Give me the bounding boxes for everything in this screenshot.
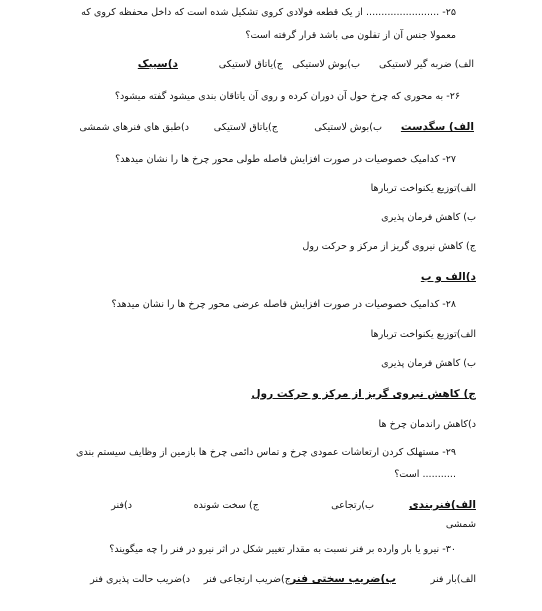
q27-option-a: الف)توزیع یکنواخت تربارها	[370, 183, 476, 194]
q29-option-d: د)فنر	[111, 500, 132, 511]
q25-stem-line1: ۲۵- ........................ از یک قطعه فولادی کروی تشکیل شده است که داخل محفظه کروی که	[81, 7, 456, 18]
q30-option-a: الف)بار فنر	[430, 574, 476, 585]
q27-option-c: ج) کاهش نیروی گریز از مرکز و حرکت رول	[302, 241, 476, 252]
q26-option-c: ج)یاتاق لاستیکی	[213, 122, 278, 133]
q28-option-a: الف)توزیع یکنواخت تربارها	[370, 329, 476, 340]
q26-option-b: ب)بوش لاستیکی	[314, 122, 382, 133]
q27-option-d-answer: د)الف و ب	[420, 271, 476, 283]
q25-option-c: ج)یاتاق لاستیکی	[218, 59, 283, 70]
q25-option-a: الف) ضربه گیر لاستیکی	[378, 59, 474, 70]
q28-option-d: د)کاهش راندمان چرخ ها	[378, 419, 476, 430]
q28-option-c-answer: ج) کاهش نیروی گریز از مرکز و حرکت رول	[251, 388, 476, 400]
q29-stem-line2: ........... است؟	[394, 469, 456, 480]
q30-option-d: د)ضریب حالت پذیری فنر	[90, 574, 190, 585]
q26-option-d: د)طبق های فنرهای شمشی	[79, 122, 189, 133]
q29-stem-line1: ۲۹- مستهلک کردن ارتعاشات عمودی چرخ و تماس دائمی چرخ ها بازمین از وظایف سیستم بندی	[76, 447, 456, 458]
q25-stem-line2: معمولا جنس آن از تفلون می باشد قرار گرفته است؟	[245, 30, 456, 41]
q26-option-a-answer: الف) سگدست	[400, 121, 474, 133]
q28-stem: ۲۸- کدامیک خصوصیات در صورت افزایش فاصله عرضی محور چرخ ها را نشان میدهد؟	[111, 299, 456, 310]
q29-option-d-continued: شمشی	[445, 519, 476, 530]
q30-option-c: ج)ضریب ارتجاعی فنر	[203, 574, 291, 585]
q28-option-b: ب) کاهش فرمان پذیری	[381, 358, 476, 369]
q30-option-b-answer: ب)ضریب سختی فنر	[290, 573, 396, 585]
q27-stem: ۲۷- کدامیک خصوصیات در صورت افزایش فاصله طولی محور چرخ ها را نشان میدهد؟	[115, 154, 456, 165]
q27-option-b: ب) کاهش فرمان پذیری	[381, 212, 476, 223]
q30-stem: ۳۰- نیرو یا بار وارده بر فنر نسبت به مقدار تغییر شکل در اثر نیرو در فنر را چه میگویند؟	[109, 544, 456, 555]
q26-stem: ۲۶- به محوری که چرخ حول آن دوران کرده و روی آن یاتاقان بندی میشود گفته میشود؟	[114, 91, 460, 102]
q25-option-d-answer: د)سیبک	[137, 58, 178, 70]
q29-option-c: ج) سخت شونده	[193, 500, 259, 511]
q29-option-b: ب)رتجاعی	[331, 500, 374, 511]
q29-option-a-answer: الف)فنربندی	[408, 499, 476, 511]
q25-option-b: ب)بوش لاستیکی	[292, 59, 360, 70]
